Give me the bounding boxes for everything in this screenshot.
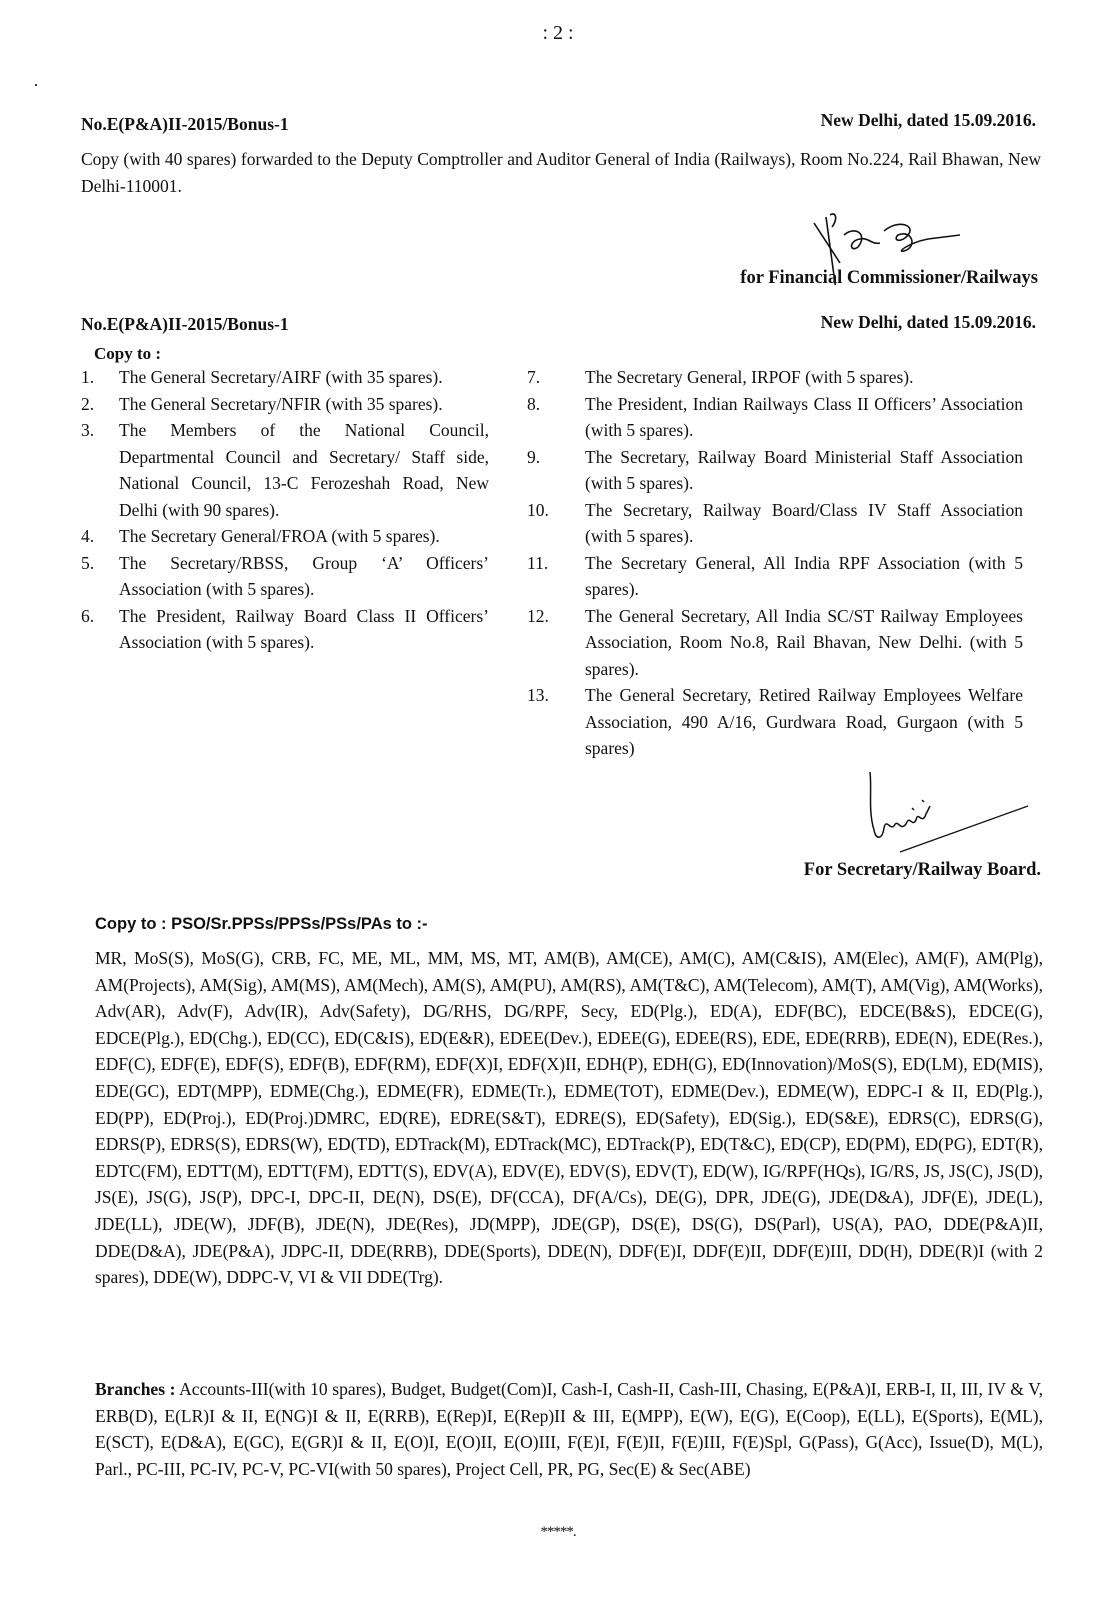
item-text: The Members of the National Council, Departmental Council and Secretary/ Staff side, National Council, 13-C Ferozeshah Road, New Delhi (with 90 spares).	[119, 420, 489, 520]
distribution-heading: Copy to : PSO/Sr.PPSs/PPSs/PSs/PAs to :-	[95, 915, 428, 933]
list-item	[81, 391, 489, 418]
item-text: The General Secretary, Retired Railway Employees Welfare Association, 490 A/16, Gurdwara Road, Gurgaon (with 5 spares)	[585, 685, 1023, 758]
item-text: The Secretary General, IRPOF (with 5 spares).	[585, 367, 914, 387]
list-item	[527, 391, 1023, 444]
item-number: 4.	[81, 526, 95, 546]
copy-to-label: Copy to :	[94, 344, 162, 363]
item-text: The Secretary General/FROA (with 5 spares).	[119, 526, 440, 546]
scan-artifact	[35, 84, 37, 86]
signatory-financial-commissioner: for Financial Commissioner/Railways	[740, 268, 1038, 288]
item-number: 7.	[527, 367, 541, 387]
branches-label: Branches :	[95, 1379, 176, 1399]
item-text: The Secretary, Railway Board Ministerial Staff Association (with 5 spares).	[585, 446, 1023, 493]
item-number: 3.	[81, 420, 95, 440]
item-text: The Secretary General, All India RPF Association (with 5 spares).	[585, 552, 1023, 599]
list-item	[81, 603, 489, 656]
item-text: The President, Indian Railways Class II Officers’ Association (with 5 spares).	[585, 393, 1023, 440]
list-item	[527, 364, 1023, 391]
item-text: The General Secretary/NFIR (with 35 spares).	[119, 393, 443, 414]
recipient-list-right	[527, 364, 1023, 762]
list-item	[527, 497, 1023, 550]
item-number: 10.	[527, 499, 549, 520]
branches-list: Accounts-III(with 10 spares), Budget, Budget(Com)I, Cash-I, Cash-II, Cash-III, Chasing, E(P&A)I, ERB-I, II, III, IV & V, ERB(D), E(LR)I & II, E(NG)I & II, E(RRB), E(Rep)I, E(Rep)II & III, E(MPP), E(W), E(G), E(Coop), E(LL), E(Sports), E(ML), E(SCT), E(D&A), E(GC), E(GR)I & II, E(O)I, E(O)II, E(O)III, F(E)I, F(E)II, F(E)III, F(E)Spl, G(Pass), G(Acc), Issue(D), M(L), Parl., PC-III, PC-IV, PC-V, PC-VI(with 50 spares), Project Cell, PR, PG, Sec(E) & Sec(ABE)	[95, 1379, 1044, 1479]
recipient-list-left	[81, 364, 489, 656]
item-text: The General Secretary, All India SC/ST Railway Employees Association, Room No.8, Rail Bhavan, New Delhi. (with 5 spares).	[585, 605, 1023, 679]
item-text: The Secretary/RBSS, Group ‘A’ Officers’ Association (with 5 spares).	[119, 552, 489, 599]
item-text: The President, Railway Board Class II Officers’ Association (with 5 spares).	[119, 605, 489, 652]
list-item	[527, 444, 1023, 497]
list-item	[527, 603, 1023, 683]
forwarding-paragraph: Copy (with 40 spares) forwarded to the Deputy Comptroller and Auditor General of India (Railways), Room No.224, Rail Bhawan, New Delhi-110001.	[81, 149, 1041, 196]
item-number: 8.	[527, 393, 541, 414]
end-marker: *****.	[540, 1524, 576, 1540]
list-item	[527, 682, 1023, 762]
date-line-1: New Delhi, dated 15.09.2016.	[820, 110, 1036, 130]
item-number: 5.	[81, 552, 95, 573]
page-number: : 2 :	[542, 22, 574, 44]
ref-number-1: No.E(P&A)II-2015/Bonus-1	[81, 114, 289, 134]
distribution-list: MR, MoS(S), MoS(G), CRB, FC, ME, ML, MM, MS, MT, AM(B), AM(CE), AM(C), AM(C&IS), AM(Elec), AM(F), AM(Plg), AM(Projects), AM(Sig), AM(MS), AM(Mech), AM(S), AM(PU), AM(RS), AM(T&C), AM(Telecom), AM(T), AM(Vig), AM(Works), Adv(AR), Adv(F), Adv(IR), Adv(Safety), DG/RHS, DG/RPF, Secy, ED(Plg.), ED(A), EDF(BC), EDCE(B&S), EDCE(G), EDCE(Plg.), ED(Chg.), ED(CC), ED(C&IS), ED(E&R), EDEE(Dev.), EDEE(G), EDEE(RS), EDE, EDE(RRB), EDE(N), EDE(Res.), EDF(C), EDF(E), EDF(S), EDF(B), EDF(RM), EDF(X)I, EDF(X)II, EDH(P), EDH(G), ED(Innovation)/MoS(S), ED(LM), ED(MIS), EDE(GC), EDT(MPP), EDME(Chg.), EDME(FR), EDME(Tr.), EDME(TOT), EDME(Dev.), EDME(W), EDPC-I & II, ED(Plg.), ED(PP), ED(Proj.), ED(Proj.)DMRC, ED(RE), EDRE(S&T), EDRE(S), ED(Safety), ED(Sig.), ED(S&E), EDRS(C), EDRS(G), EDRS(P), EDRS(S), EDRS(W), ED(TD), EDTrack(M), EDTrack(MC), EDTrack(P), ED(T&C), ED(CP), ED(PM), ED(PG), EDT(R), EDTC(FM), EDTT(M), EDTT(FM), EDTT(S), EDV(A), EDV(E), EDV(S), EDV(T), ED(W), IG/RPF(HQs), IG/RS, JS, JS(C), JS(D), JS(E), JS(G), JS(P), DPC-I, DPC-II, DE(N), DS(E), DF(CCA), DF(A/Cs), DE(G), DPR, JDE(G), JDE(D&A), JDF(E), JDE(L), JDE(LL), JDE(W), JDF(B), JDE(N), JDE(Res), JD(MPP), JDE(GP), DS(E), DS(G), DS(Parl), US(A), PAO, DDE(P&A)II, DDE(D&A), JDE(P&A), JDPC-II, DDE(RRB), DDE(Sports), DDE(N), DDF(E)I, DDF(E)II, DDF(E)III, DD(H), DDE(R)I (with 2 spares), DDE(W), DDPC-V, VI & VII DDE(Trg).	[95, 948, 1043, 1288]
item-text: The Secretary, Railway Board/Class IV Staff Association (with 5 spares).	[585, 499, 1023, 546]
item-number: 6.	[81, 605, 95, 626]
item-text: The General Secretary/AIRF (with 35 spares).	[119, 367, 443, 387]
list-item	[81, 417, 489, 523]
date-line-2: New Delhi, dated 15.09.2016.	[820, 312, 1036, 332]
branches-paragraph	[95, 1376, 1043, 1482]
item-number: 13.	[527, 685, 549, 705]
list-item	[527, 550, 1023, 603]
item-number: 12.	[527, 605, 549, 626]
item-number: 2.	[81, 393, 95, 414]
signatory-secretary-railway-board: For Secretary/Railway Board.	[803, 860, 1041, 880]
signature-2-icon	[860, 770, 1040, 865]
list-item	[81, 364, 489, 391]
list-item	[81, 550, 489, 603]
item-number: 11.	[527, 552, 549, 573]
item-number: 9.	[527, 446, 541, 467]
list-item	[81, 523, 489, 550]
item-number: 1.	[81, 367, 95, 387]
ref-number-2: No.E(P&A)II-2015/Bonus-1	[81, 314, 289, 334]
